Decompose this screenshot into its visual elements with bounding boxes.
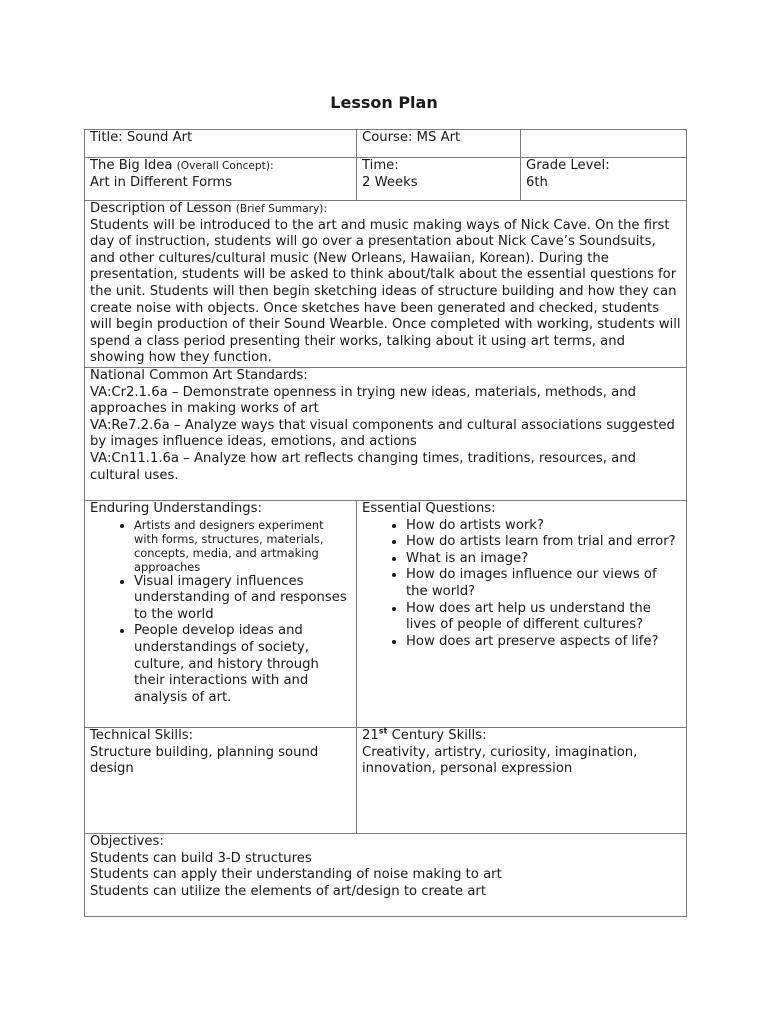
list-item: • Artists and designers experiment with forms, structures, materials, concepts, media, and artmaking approaches bbox=[134, 518, 351, 574]
description-label: Description of Lesson bbox=[90, 201, 236, 216]
century-label bbox=[362, 728, 681, 745]
row-understandings bbox=[85, 500, 687, 727]
grade-value: 6th bbox=[526, 174, 548, 190]
essential-cell bbox=[357, 500, 687, 727]
standard-item: VA:Cr2.1.6a – Demonstrate openness in trying new ideas, materials, methods, and approaches in making works of art bbox=[90, 384, 636, 417]
century-text: Creativity, artistry, curiosity, imagination, innovation, personal expression bbox=[362, 744, 638, 777]
big-idea-cell bbox=[85, 158, 357, 201]
technical-label: Technical Skills: bbox=[90, 727, 194, 743]
time-value: 2 Weeks bbox=[362, 174, 418, 190]
row-skills bbox=[85, 727, 687, 833]
row-title-course bbox=[85, 130, 687, 158]
standards-label: National Common Art Standards: bbox=[90, 367, 308, 383]
course-cell: Course: MS Art bbox=[357, 130, 521, 158]
objective-item: Students can apply their understanding of noise making to art bbox=[90, 867, 502, 883]
list-item: • How do artists work? bbox=[406, 518, 681, 535]
row-objectives bbox=[85, 833, 687, 916]
century-label-rest: Century Skills: bbox=[387, 727, 487, 743]
description-text: Students will be introduced to the art and music making ways of Nick Cave. On the first day of instruction, students will go over a presentation about Nick Cave’s Soundsuits, and other cultures/cultural music (New Orleans, Hawaiian, Korean). During the presentation, students will be asked to think about/talk about the essential questions for the unit. Students will then begin sketching ideas of structure building and how they can create noise with objects. Once sketches have been generated and checked, students will begin production of their Sound Wearble. Once completed with working, students will spend a class period presenting their works, talking about it using art terms, and showing how they function. bbox=[90, 217, 681, 366]
lesson-plan-table bbox=[84, 129, 687, 917]
technical-text: Structure building, planning sound design bbox=[90, 744, 319, 777]
description-note: (Brief Summary): bbox=[235, 203, 328, 215]
page-title: Lesson Plan bbox=[330, 93, 438, 112]
row-standards bbox=[85, 367, 687, 500]
row-description bbox=[85, 201, 687, 368]
objectives-label: Objectives: bbox=[90, 833, 164, 849]
list-item: • People develop ideas and understandings of society, culture, and history through their interactions with and analysis of art. bbox=[134, 623, 351, 706]
objective-item: Students can utilize the elements of art/design to create art bbox=[90, 883, 486, 899]
essential-label: Essential Questions: bbox=[362, 500, 496, 516]
standard-item: VA:Re7.2.6a – Analyze ways that visual components and cultural associations suggested by images influence ideas, emotions, and actions bbox=[90, 417, 675, 450]
objectives-cell bbox=[85, 833, 687, 916]
century-label-num: 21 bbox=[362, 727, 379, 743]
technical-cell bbox=[85, 727, 357, 833]
list-item: • How do images influence our views of the world? bbox=[406, 567, 681, 600]
essential-list bbox=[362, 518, 681, 651]
century-cell bbox=[357, 727, 687, 833]
objective-item: Students can build 3-D structures bbox=[90, 850, 312, 866]
time-label: Time: bbox=[362, 158, 399, 173]
description-cell bbox=[85, 201, 687, 368]
century-label-sup: st bbox=[378, 726, 388, 736]
list-item: • What is an image? bbox=[406, 551, 681, 568]
list-item: • Visual imagery influences understanding of and responses to the world bbox=[134, 574, 351, 624]
standard-item: VA:Cn11.1.6a – Analyze how art reflects changing times, traditions, resources, and cultural uses. bbox=[90, 450, 636, 483]
list-item: • How does art help us understand the lives of people of different cultures? bbox=[406, 601, 681, 634]
enduring-cell bbox=[85, 500, 357, 727]
row-big-idea bbox=[85, 158, 687, 201]
title-cell: Title: Sound Art bbox=[85, 130, 357, 158]
enduring-list bbox=[90, 518, 351, 707]
standards-cell bbox=[85, 367, 687, 500]
enduring-label: Enduring Understandings: bbox=[90, 500, 262, 516]
grade-label: Grade Level: bbox=[526, 158, 610, 173]
grade-cell bbox=[521, 158, 687, 201]
big-idea-label: The Big Idea bbox=[90, 158, 177, 173]
list-item: • How does art preserve aspects of life? bbox=[406, 634, 681, 651]
blank-cell bbox=[521, 130, 687, 158]
list-item: • How do artists learn from trial and error? bbox=[406, 534, 681, 551]
time-cell bbox=[357, 158, 521, 201]
big-idea-note: (Overall Concept): bbox=[176, 160, 274, 172]
big-idea-value: Art in Different Forms bbox=[90, 174, 233, 190]
